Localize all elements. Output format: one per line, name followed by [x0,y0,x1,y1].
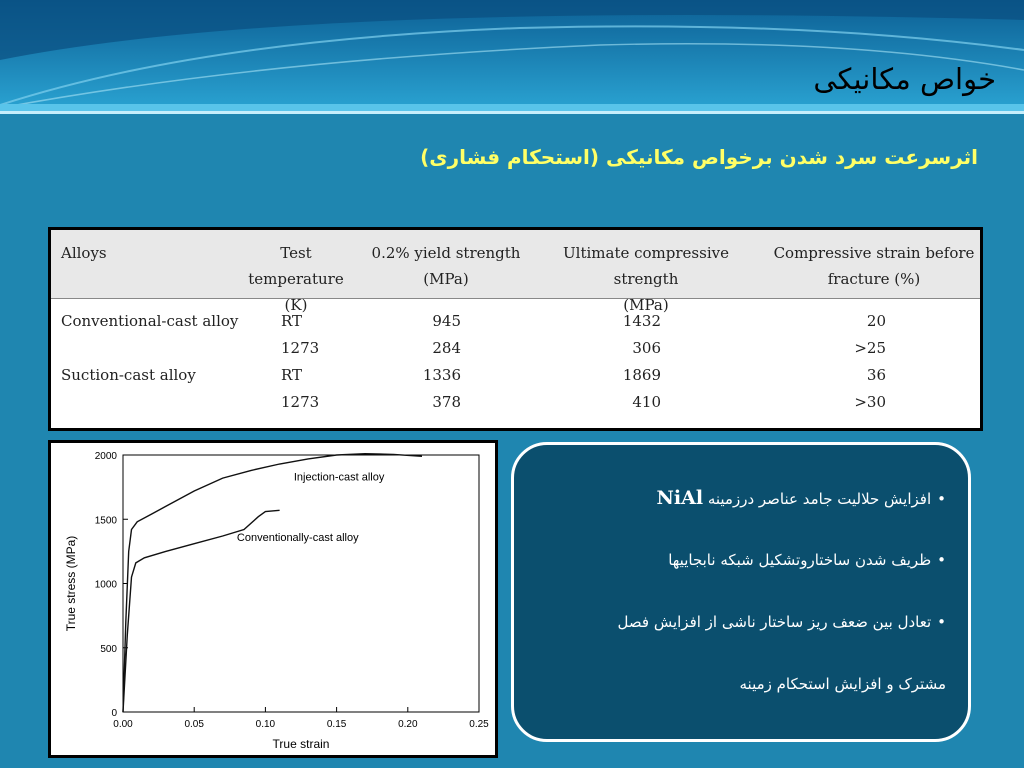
stress-strain-chart-canvas [51,443,495,755]
cell-yield: 378 [432,393,461,411]
header-temperature-line1: Test temperature [248,244,344,288]
bullets-box [511,442,971,742]
y-tick-label: 1000 [94,579,117,591]
bullet-1-nial: NiAl [656,487,704,509]
x-tick-label: 0.05 [184,719,204,730]
header-alloys-line1: Alloys [61,244,107,262]
cell-strain: >25 [854,339,886,357]
header-yield [371,240,521,292]
stress-strain-chart-frame [48,440,498,758]
stress-strain-chart [51,443,495,755]
header-ultimate-line1: Ultimate compressive strength [563,244,729,288]
header-ultimate-line2: (MPa) [623,296,669,314]
cell-ultimate: 306 [632,339,661,357]
slide-subtitle: اثرسرعت سرد شدن برخواص مکانیکی (استحکام فشاری) [420,145,978,169]
bullet-1-text: افزایش حلالیت جامد عناصر درزمینه [707,490,932,508]
cell-strain: 36 [866,366,886,384]
x-tick-label: 0.15 [326,719,347,730]
header-strain-line2: fracture (%) [827,270,921,288]
plot-frame [123,455,479,712]
cell-yield: 1336 [422,366,461,384]
annotation-injection: Injection-cast alloy [293,471,385,484]
cell-temp: RT [281,312,303,330]
x-tick-label: 0.10 [255,719,276,730]
slide-title: خواص مکانیکی [813,62,996,96]
cell-alloy: Conventional-cast alloy [61,312,239,330]
header-yield-line1: 0.2% yield strength [371,244,521,262]
cell-strain: 20 [866,312,886,330]
properties-table [48,227,983,431]
cell-alloy: Suction-cast alloy [61,366,196,384]
bullet-3 [618,613,946,631]
cell-temp: 1273 [281,393,320,411]
header-ultimate [531,240,761,318]
header-strain [769,240,979,292]
cell-temp: RT [281,366,303,384]
cell-ultimate: 1869 [622,366,661,384]
properties-table-body [51,230,980,428]
x-tick-label: 0.00 [113,719,133,730]
cell-yield: 284 [432,339,461,357]
y-tick-label: 1500 [94,515,117,527]
header-strain-line1: Compressive strain before [773,244,975,262]
bullet-dot: • [937,551,946,569]
cell-temp: 1273 [281,339,320,357]
y-tick-label: 500 [100,643,117,655]
bullet-2-text: ظریف شدن ساختاروتشکیل شبکه نابجاییها [668,551,932,569]
header-alloys [61,240,107,266]
cell-strain: >30 [854,393,886,411]
series-line-1 [123,454,422,712]
bullet-3-text: تعادل بین ضعف ریز ساختار ناشی از افزایش فصل [617,613,932,631]
bullet-1 [657,487,947,509]
cell-ultimate: 410 [632,393,661,411]
y-tick-label: 0 [111,708,117,719]
annotation-conventional: Conventionally-cast alloy [236,532,359,545]
x-tick-label: 0.20 [398,719,418,730]
cell-yield: 945 [432,312,461,330]
bullet-2 [668,551,946,569]
header-yield-line2: (MPa) [423,270,469,288]
bullet-dot: • [937,613,946,631]
header-temperature [231,240,361,318]
bullet-3-continuation: مشترک و افزایش استحکام زمینه [739,675,946,693]
header-temperature-line2: (K) [284,296,308,314]
cell-ultimate: 1432 [622,312,661,330]
x-axis-label: True strain [272,737,330,751]
y-axis-label: True stress (MPa) [64,535,78,632]
bullet-dot: • [937,490,946,508]
y-tick-label: 2000 [94,451,117,462]
x-tick-label: 0.25 [469,719,489,730]
